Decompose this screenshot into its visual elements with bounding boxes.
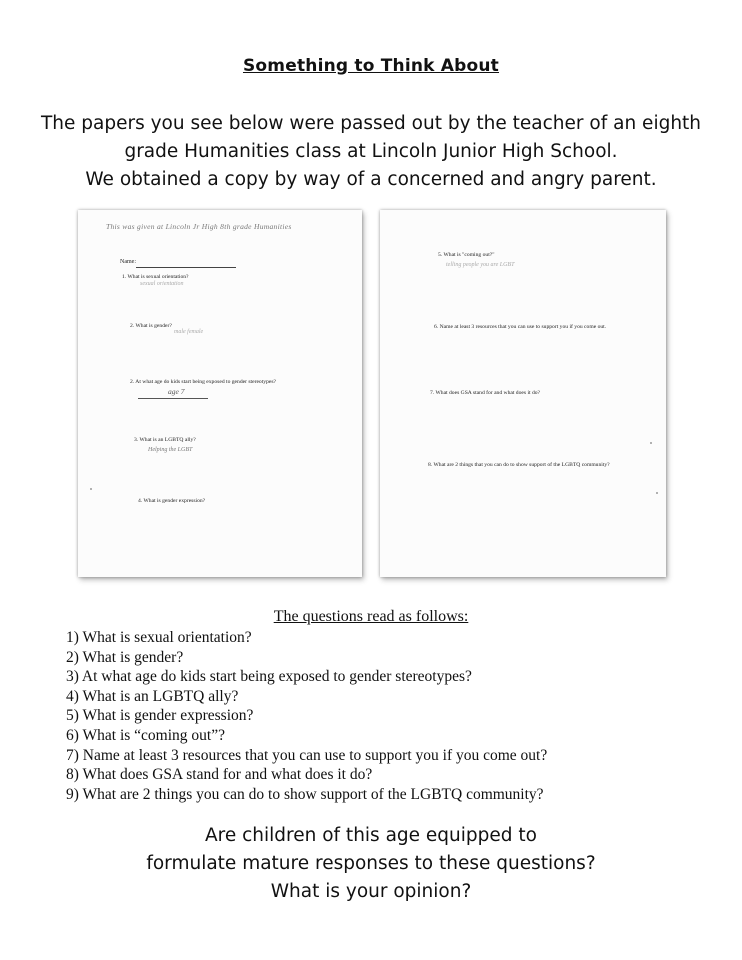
scan-speck	[656, 492, 658, 494]
worksheet-question: 2. At what age do kids start being exposed to gender stereotypes?	[130, 379, 277, 385]
list-item: 7) Name at least 3 resources that you can use to support you if you come out?	[66, 746, 548, 764]
worksheet-question: 3. What is an LGBTQ ally?	[134, 437, 196, 443]
handwritten-answer: age 7	[168, 387, 185, 396]
closing-line: formulate mature responses to these questions?	[146, 853, 596, 874]
worksheet-scan-page-2	[380, 210, 666, 577]
name-label: Name:	[120, 259, 136, 265]
scan-speck	[90, 488, 92, 490]
intro-paragraph	[30, 110, 712, 194]
list-item: 2) What is gender?	[66, 648, 184, 666]
handwritten-answer: male female	[174, 329, 204, 335]
answer-line	[138, 398, 208, 399]
list-item: 5) What is gender expression?	[66, 707, 254, 725]
scan-speck	[650, 442, 652, 444]
page-title: Something to Think About	[242, 56, 500, 76]
closing-line: Are children of this age equipped to	[205, 825, 537, 846]
questions-heading: The questions read as follows:	[273, 608, 469, 625]
worksheet-question: 5. What is "coming out?"	[438, 252, 495, 258]
list-item: 3) At what age do kids start being exposed to gender stereotypes?	[66, 668, 472, 686]
list-item: 4) What is an LGBTQ ally?	[66, 687, 239, 705]
list-item: 1) What is sexual orientation?	[66, 629, 252, 646]
worksheet-question: 4. What is gender expression?	[138, 498, 206, 504]
list-item: 6) What is “coming out”?	[66, 726, 225, 744]
list-item: 8) What does GSA stand for and what does it do?	[66, 766, 373, 784]
questions-list	[66, 628, 547, 804]
closing-line: What is your opinion?	[270, 881, 472, 902]
intro-line: The papers you see below were passed out by the teacher of an eighth	[40, 113, 702, 134]
closing-question	[60, 822, 682, 906]
worksheet-scan-page-1	[78, 210, 362, 577]
handwritten-answer: sexual orientation	[140, 281, 184, 287]
worksheet-question: 2. What is gender?	[130, 323, 172, 329]
handwritten-answer: telling people you are LGBT	[446, 262, 515, 268]
list-item: 9) What are 2 things you can do to show support of the LGBTQ community?	[66, 785, 544, 803]
handwritten-answer: Helping the LGBT	[148, 447, 193, 453]
intro-line: grade Humanities class at Lincoln Junior High School.	[124, 141, 618, 162]
worksheet-question: 1. What is sexual orientation?	[122, 274, 189, 280]
name-line	[136, 267, 236, 268]
handwritten-header: This was given at Lincoln Jr High 8th grade Humanities	[106, 222, 292, 231]
intro-line: We obtained a copy by way of a concerned and angry parent.	[85, 169, 657, 190]
worksheet-question: 6. Name at least 3 resources that you can use to support you if you come out.	[434, 324, 607, 330]
worksheet-question: 7. What does GSA stand for and what does it do?	[430, 390, 541, 396]
worksheet-question: 8. What are 2 things that you can do to show support of the LGBTQ community?	[428, 462, 610, 468]
